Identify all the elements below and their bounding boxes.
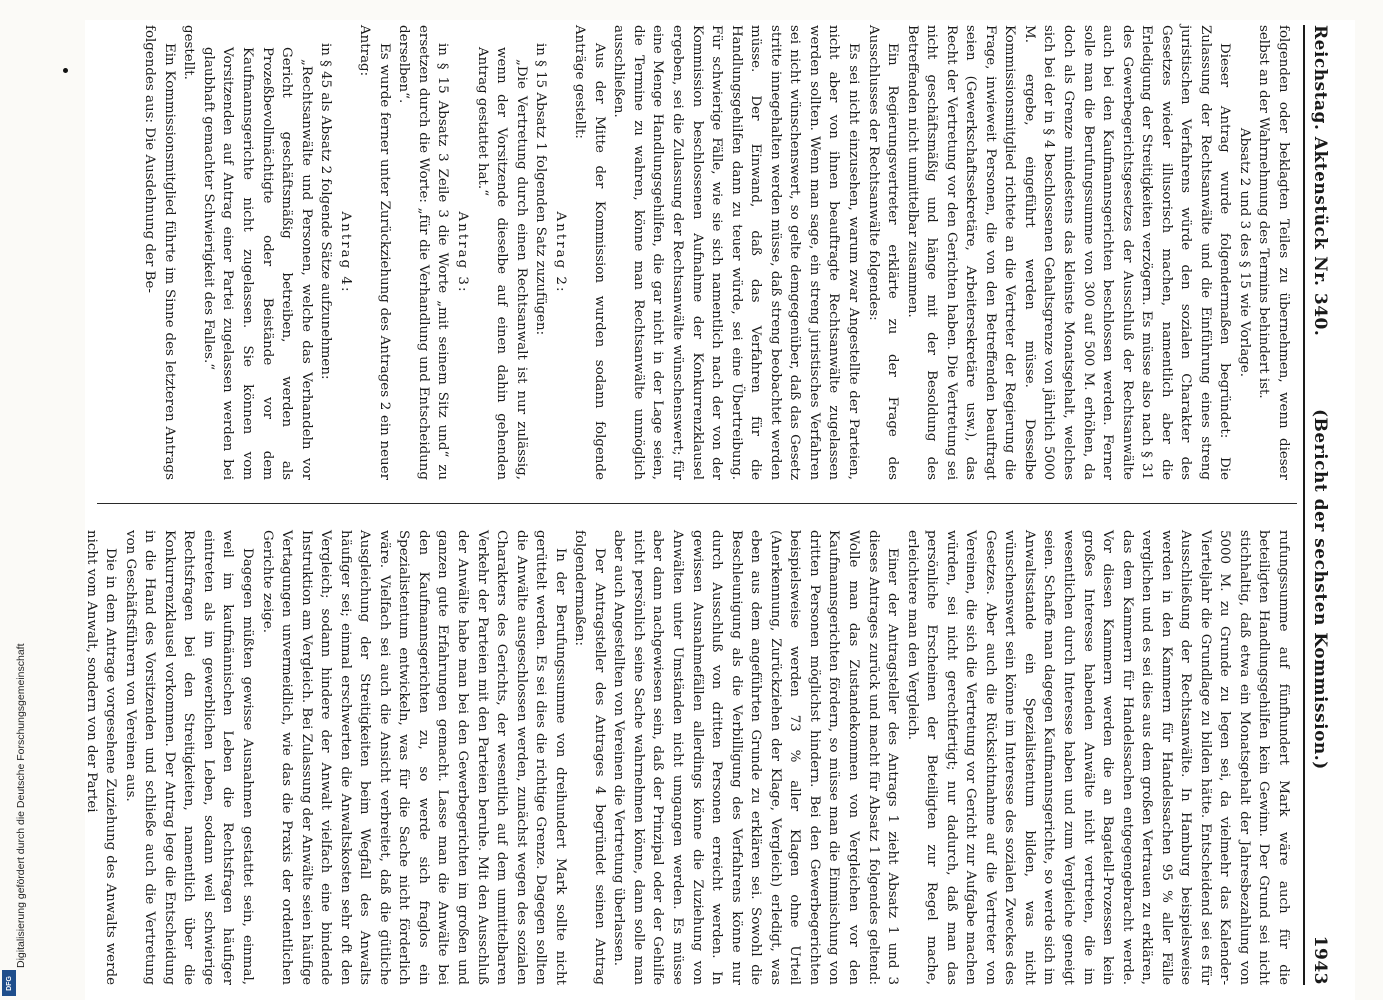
paragraph: Dieser Antrag wurde folgendermaßen begründet: Die Zulassung der Rechtsanwälte und die Einführung eines streng juristischen Verfahrens würde den sozialen Charakter des Gesetzes wieder illusorisch machen, namentlich aber die Erledigung der Streitigkeiten verzögern. Es müsse also nach § 31 des Gewerbegerichtsgesetzes der Ausschluß der Rechtsanwälte auch bei den Kaufmannsgerichten beschlossen werden. Ferner solle man die Berufungssumme von 300 auf 500 M. erhöhen, da doch als Grenze mindestens das kleinste Monatsgehalt, welches sich bei der in § 4 beschlossenen Gehaltsgrenze von jährlich 5000 M. ergebe, eingeführt werden müsse. Desselbe Kommissionsmitglied richtete an die Vertreter der Regierung die Frage, inwieweit Personen, die von den Betreffenden beauftragt seien (Gewerkschaftssekretäre, Arbeitersekretäre usw.), das Recht der Vertretung vor den Gerichten haben. Die Vertretung sei nicht geschäftsmäßig und hänge mit der Besoldung des Betreffenden nicht unmittelbar zusammen. — [904, 25, 1233, 480]
paragraph: folgenden oder beklagten Teiles zu übernehmen, wenn dieser selbst an der Wahrnehmung des Termins behindert ist. — [1256, 25, 1291, 480]
dfg-logo-text: DFG — [5, 975, 13, 991]
right-column — [83, 530, 1293, 985]
credit-text: Digitalisierung gefördert durch die Deutsche Forschungsgemeinschaft — [15, 643, 27, 968]
motion-heading: Antrag 3: — [455, 211, 471, 294]
paragraph: Es wurde ferner unter Zurückziehung des Antrages 2 ein neuer Antrag: — [357, 25, 392, 480]
paragraph: Ein Kommissionsmitglied führte im Sinne des letzteren Antrags folgendes aus: Die Ausdehnung der Be- — [142, 25, 177, 480]
paragraph: gestellt. — [181, 25, 197, 80]
paragraph: Die in dem Antrage vorgesehene Zuziehung des Anwalts werde nicht vom Anwalt, sondern von der Partei — [83, 530, 119, 985]
column-divider — [97, 503, 1297, 504]
paragraph: in § 15 Absatz 3 Zeile 3 die Worte „mit seinem Sitz und“ zu ersetzen durch die Worte: „für die Verhandlung und Entscheidung derselben“. — [396, 25, 451, 480]
paragraph: in § 45 als Absatz 2 folgende Sätze aufzunehmen: — [318, 43, 334, 380]
paragraph: Es sei nicht einzusehen, warum zwar Angestellte der Parteien, nicht aber von ihnen beauftragte Rechtsanwälte zugelassen werden sollten. Wenn man sage, ein streng juristisches Verfahren sei nicht wünschenswert, so gelte demgegenüber, daß das Gesetz stritte innegehalten werden müsse, daß streng beobachtet werden müsse. Der Einwand, daß das Verfahren für die Handlungsgehilfen dann zu teuer würde, sei eine Übertreibung. Für schwierige Fälle, wie sie sich namentlich nach der von der Kommission beschlossenen Aufnahme der Konkurrenzklausel ergeben, sei die Zulassung der Rechtsanwälte wünschenswert; für eine Menge Handlungsgehilfen, die gar nicht in der Lage seien, die Termine zu wahren, könne man Rechtsanwälte unmöglich ausschließen. — [611, 25, 861, 480]
header-left-title: Reichstag. Aktenstück Nr. 340. — [1310, 25, 1330, 337]
paragraph: Ein Regierungsvertreter erklärte zu der Frage des Ausschlusses der Rechtsanwälte folgendes: — [865, 25, 901, 480]
motion-heading: Antrag 2: — [552, 211, 568, 294]
paragraph: in § 15 Absatz 1 folgenden Satz zuzufügen: — [533, 43, 549, 336]
page-header — [1303, 25, 1335, 985]
quote: „Rechtsanwälte und Personen, welche das Verhandeln vor Gericht geschäftsmäßig betreiben, werden als Prozeßbevollmächtigte oder Beistände vor dem Kaufmannsgerichte nicht zugelassen. Sie können vom Vorsitzenden auf Antrag einer Partei zugelassen werden bei glaubhaft gemachter Schwierigkeit des Falles.“ — [200, 47, 314, 480]
left-column — [98, 25, 1293, 480]
ink-speck — [63, 68, 68, 73]
paragraph: Aus der Mitte der Kommission wurden sodann folgende Anträge gestellt: — [572, 25, 607, 480]
paragraph: Dagegen müßten gewisse Ausnahmen gestattet sein, einmal, weil im kaufmännischen Leben die Rechtsfragen häufiger eintreten als im gewerblichen Leben, sodann weil schwierige Rechtsfragen bei den Streitigkeiten, namentlich über die Konkurrenzklausel vorkommen. Der Antrag lege die Entscheidung in die Hand des Vorsitzenden und schließe auch die Vertretung von Geschäftsführern von Vereinen aus. — [122, 530, 256, 985]
paragraph: In der Berufungssumme von dreihundert Mark sollte nicht gerüttelt werden. Es sei dies die richtige Grenze. Dagegen sollten die Anwälte ausgeschlossen werden, zunächst wegen des sozialen Charakters des Gerichts, der wesentlich auf dem unmittelbaren Verkehr der Parteien mit den Parteien beruhe. Mit den Ausschluß der Anwälte habe man bei den Gewerbegerichten im großen und ganzen gute Erfahrungen gemacht. Lasse man die Anwälte bei den Kaufmannsgerichten zu, so werde sich fraglos ein Spezialistentum entwickeln, was für die Sache nicht förderlich wäre. Vielfach sei auch die Ansicht verbreitet, daß die gütliche Ausgleichung der Streitigkeiten beim Wegfall des Anwalts häufiger sei; einmal erschwerten die Anwaltskosten sehr oft den Vergleich; sodann hindere der Anwalt vielfach eine bindende Instruktion am Vergleich. Bei Zulassung der Anwälte seien häufige Vertagungen unvermeidlich, wie das die Praxis der ordentlichen Gerichte zeige. — [259, 530, 568, 985]
digitization-credit — [2, 608, 27, 998]
paragraph: Absatz 2 und 3 des § 15 wie Vorlage. — [1236, 127, 1252, 378]
header-center-title: (Bericht der sechsten Kommission.) — [1310, 409, 1330, 770]
dfg-logo — [2, 970, 16, 996]
paragraph: Der Antragsteller des Antrages 4 begründet seinen Antrag folgendermaßen: — [572, 530, 607, 985]
motion-heading: Antrag 4: — [337, 211, 353, 294]
rotated-page-content — [83, 25, 1335, 985]
quote: „Die Vertretung durch einen Rechtsanwalt ist nur zulässig, wenn der Vorsitzende dieselbe auf einen dahin gehenden Antrag gestattet hat.“ — [474, 47, 529, 480]
paragraph: rufungssumme auf fünfhundert Mark wäre auch für die beteiligten Handlungsgehilfen kein Gewinn. Der Grund sei nicht stichhaltig, daß etwa ein Monatsgehalt der Jahresbezahlung von 5000 M. zu Grunde zu legen sei, da vielmehr das Kalender-Vierteljahr die Grundlage zu bilden hätte. Entscheidend sei es für Ausschließung der Rechtsanwälte. In Hamburg beispielsweise werden in den Kammern für Handelssachen 95 % aller Fälle verglichen und es sei dies aus dem großen Vertrauen zu erklären, das dem Kammern für Handelssachen entgegengebracht werde. Vor diesen Kammern werden die an Bagatell-Prozessen kein großes Interesse habenden Anwälte nicht vertreten, die im wesentlichen durch Interesse haben und zum Vergleiche geneigt seien. Schaffe man dagegen Kaufmannsgerichte, so werde sich im Anwaltsstande ein Spezialistentum bilden, was nicht wünschenswert sein könne im Interesse des sozialen Zweckes des Gesetzes. Aber auch die Rücksichtnahme auf die Vertreter von Vereinen, die sich die Vertretung vor Gericht zur Aufgabe machen würden, sei nicht gerechtfertigt; nur dadurch, daß man das persönliche Erscheinen der Beteiligten zur Regel mache, erleichtere man den Vergleich. — [904, 530, 1291, 985]
paragraph: Einer der Antragsteller des Antrags 1 zieht Absatz 1 und 3 dieses Antrages zurück und macht für Absatz 1 folgendes geltend: Wolle man das Zustandekommen von Vergleichen vor den Kaufmannsgerichten fördern, so müsse man die Einmischung von dritten Personen möglichst hindern. Bei den Gewerbegerichten beispielsweise werden 73 % aller Klagen ohne Urteil (Anerkennung, Zurückziehen der Klage, Vergleich) erledigt, was eben aus dem angeführten Grunde zu erklären sei. Sowohl die Beschleunigung als die Verbilligung des Verfahrens könne nur durch Ausschluß von dritten Personen erreicht werden. In gewissen Ausnahmefällen allerdings könne die Zuziehung von Anwälten unter Umständen nicht umgangen werden. Es müsse aber dann nachgewiesen sein, daß der Prinzipal oder der Gehilfe nicht persönlich seine Sache wahrnehmen könne, dann solle man aber auch Angestellten von Vereinen die Vertretung überlassen. — [611, 530, 901, 985]
page-number: 1943 — [1310, 935, 1330, 985]
